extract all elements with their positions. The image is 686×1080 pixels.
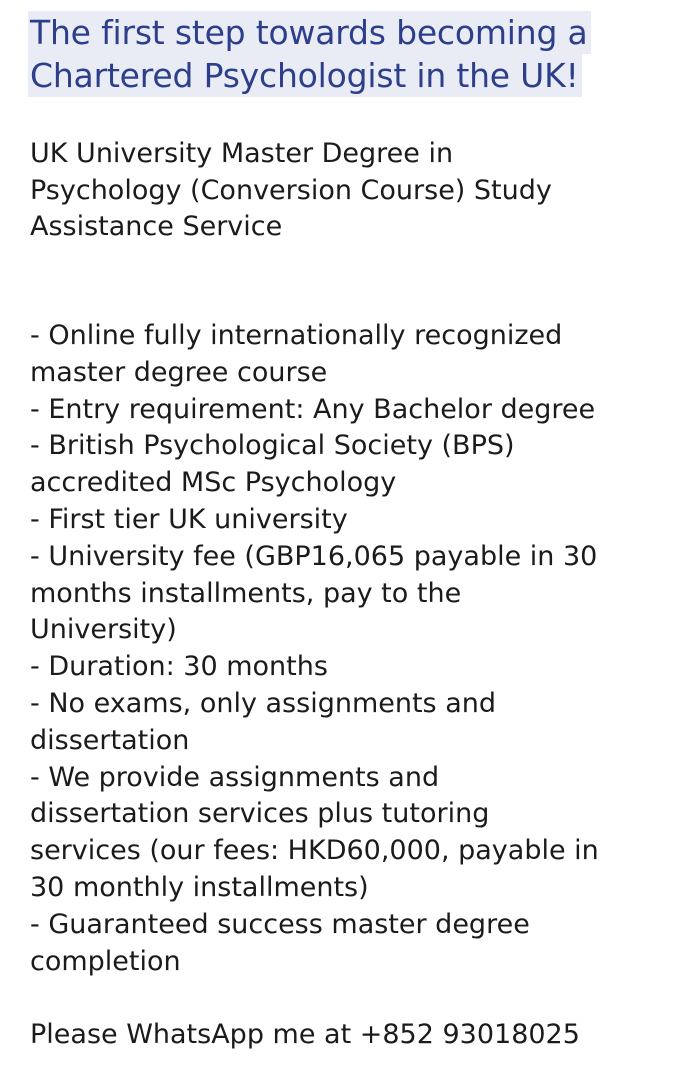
feature-item-entry-requirement: - Entry requirement: Any Bachelor degree xyxy=(30,393,596,425)
feature-item-guarantee: - Guaranteed success master degree completion xyxy=(30,908,530,977)
contact-line: Please WhatsApp me at +852 93018025 xyxy=(30,1019,580,1050)
headline xyxy=(28,11,591,97)
feature-item-duration: - Duration: 30 months xyxy=(30,651,328,683)
feature-item-university-tier: - First tier UK university xyxy=(30,503,348,535)
feature-item-online-course: - Online fully internationally recognized master degree course xyxy=(30,320,563,388)
feature-item-services: - We provide assignments and dissertation services plus tutoring services (our fees: HKD60,000, payable in 30 monthly installments) xyxy=(30,761,599,903)
feature-list xyxy=(30,318,682,980)
headline-line-1: The first step towards becoming a xyxy=(28,11,591,54)
feature-item-bps-accreditation: - British Psychological Society (BPS) accredited MSc Psychology xyxy=(30,430,515,499)
service-subtitle: UK University Master Degree in Psychology (Conversion Course) Study Assistance Service xyxy=(30,138,552,242)
headline-line-2: Chartered Psychologist in the UK! xyxy=(28,54,582,97)
feature-item-university-fee: - University fee (GBP16,065 payable in 30 months installments, pay to the University) xyxy=(30,540,598,646)
feature-item-assessment: - No exams, only assignments and dissertation xyxy=(30,687,497,756)
